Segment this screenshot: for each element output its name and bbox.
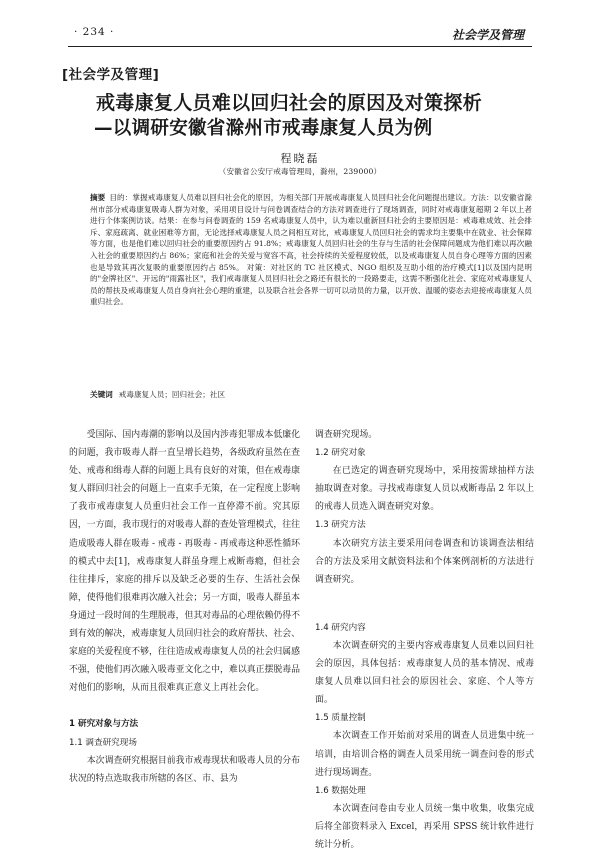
- subsection-heading: 1.1 调查研究现场: [69, 737, 137, 748]
- paragraph: 在已选定的调查研究现场中，采用按需球抽样方法抽取调查对象。寻找戒毒康复人员以戒断毒品 2 年以上的戒毒人员选入调查研究对象。: [315, 466, 534, 513]
- header-rule: [68, 46, 532, 47]
- subsection-heading: 1.5 质量控制: [315, 713, 366, 724]
- abstract-text: 目的：掌握戒毒康复人员难以回归社会化的原因，为相关部门开展戒毒康复人员回归社会化问题提出建议。方法：以安徽省滁州市部分戒毒康复吸毒人群为对象，采用项目设计与问卷调查结合的方法对调查进行了现场调查，同时对戒毒康复超期 2 年以上者进行个体案例访谈。结果：在参与问卷调查的 159 名戒毒康复人员中，认为难以重新回归社会的主要原因是：戒毒难成效、社会排斥、家庭疏离、就业困难等方面，无论选择戒毒康复人员之间相互对比，戒毒康复人员回归社会的需求均主要集中在就业、社会保障等方面，也是他们难以回归社会的重要原因约占 91.8%；戒毒康复人员回归社会的生存与生活的社会保障问题成为他们难以再次融入社会的重要原因约占 86%；家庭和社会的关爱与宽容不高，社会持续的关爱程度较低，以及戒毒康复人员自身心理等方面的因素也是导致其再次复吸的重要原因约占 85%。 对策：对社区的 TC 社区模式、NGO 组织及互助小组的治疗模式[1]以及国内昆明的"金牌社区"、开远的"雨露社区"，我们戒毒康复人员回归社会之路还有很长的一段路要走，这需不断强化社会、家庭对戒毒康复人员的帮扶及戒毒康复人员自身向社会心理的重建，以及联合社会各界一切可以动员的力量，以开放、温暖的姿态去迎接戒毒康复人员重归社会。: [90, 193, 532, 307]
- spacer: [69, 697, 300, 715]
- article-title: 戒毒康复人员难以回归社会的原因及对策探析: [96, 92, 483, 114]
- page-header: [0, 26, 600, 46]
- spacer: [315, 589, 534, 619]
- paragraph: 本次调查问卷由专业人员统一集中收集，收集完成后将全部资料录入 Excel，再采用 SPSS 统计软件进行统计分析。: [315, 803, 534, 850]
- keywords-text: 戒毒康复人员；回归社会；社区: [118, 390, 226, 399]
- paragraph: 调查研究现场。: [315, 430, 378, 440]
- right-column: [315, 426, 534, 854]
- paragraph: 本次研究方法主要采用问卷调查和访谈调查法相结合的方法及采用文献资料法和个体案例剖析的方法进行调查研究。: [315, 538, 534, 585]
- subsection-heading: 1.3 研究方法: [315, 520, 366, 531]
- intro-paragraph: 受国际、国内毒潮的影响以及国内涉毒犯罪成本低廉化的问题，我市吸毒人群一直呈增长趋势，各级政府虽然在查处、戒毒和缉毒人群的问题上具有良好的对策，但在戒毒康复人群回归社会的问题上一直束手无策，在一定程度上影响了我市戒毒康复人员重归社会工作一直停滞不前。究其原因，一方面，我市现行的对吸毒人群的查处管理模式，往往造成吸毒人群在吸毒 - 戒毒 - 再吸毒 - 再戒毒这种恶性循环的模式中去[1]，戒毒康复人群虽身理上戒断毒瘾，但社会往往排斥，家庭的排斥以及缺乏必要的生存、生活社会保障，使得他们很难再次融入社会；另一方面，吸毒人群虽本身通过一段时间的生理脱毒，但其对毒品的心理依赖仍得不到有效的解决，戒毒康复人员回归社会的政府帮扶、社会、家庭的关爱程度不够，往往造成戒毒康复人员的社会归属感不强，使他们再次融入吸毒亚文化之中，难以真正摆脱毒品对他们的影响，从而且很难真正意义上再社会化。: [69, 430, 300, 694]
- subsection-heading: 1.6 数据处理: [315, 785, 366, 796]
- abstract: [90, 192, 532, 308]
- left-column: [69, 426, 300, 788]
- paragraph: 本次调查研究根据目前我市戒毒现状和吸毒人员的分布状况的特点选取我市所辖的各区、市、县为: [69, 755, 300, 784]
- section-heading: 1 研究对象与方法: [69, 719, 139, 730]
- abstract-label: 摘要: [90, 193, 106, 202]
- subsection-heading: 1.2 研究对象: [315, 448, 366, 459]
- author-affiliation: （安徽省公安厅戒毒管理局，滁州，239000）: [218, 167, 382, 176]
- article-author: 程晓磊: [280, 152, 320, 165]
- keywords: [90, 389, 532, 400]
- keywords-label: 关键词: [90, 390, 113, 399]
- paragraph: 本次调查研究的主要内容戒毒康复人员难以回归社会的原因，具体包括：戒毒康复人员的基本情况、戒毒康复人员难以回归社会的原因社会、家庭、个人等方面。: [315, 640, 534, 706]
- journal-name: 社会学及管理: [451, 28, 524, 42]
- article-category: [社会学及管理]: [62, 67, 160, 83]
- paragraph: 本次调查工作开始前对采用的调查人员进集中统一培训，由培训合格的调查人员采用统一调查问卷的形式进行现场调查。: [315, 731, 534, 778]
- article-subtitle: —以调研安徽省滁州市戒毒康复人员为例: [94, 118, 433, 139]
- subsection-heading: 1.4 研究内容: [315, 622, 366, 633]
- page-number: · 234 ·: [74, 26, 115, 38]
